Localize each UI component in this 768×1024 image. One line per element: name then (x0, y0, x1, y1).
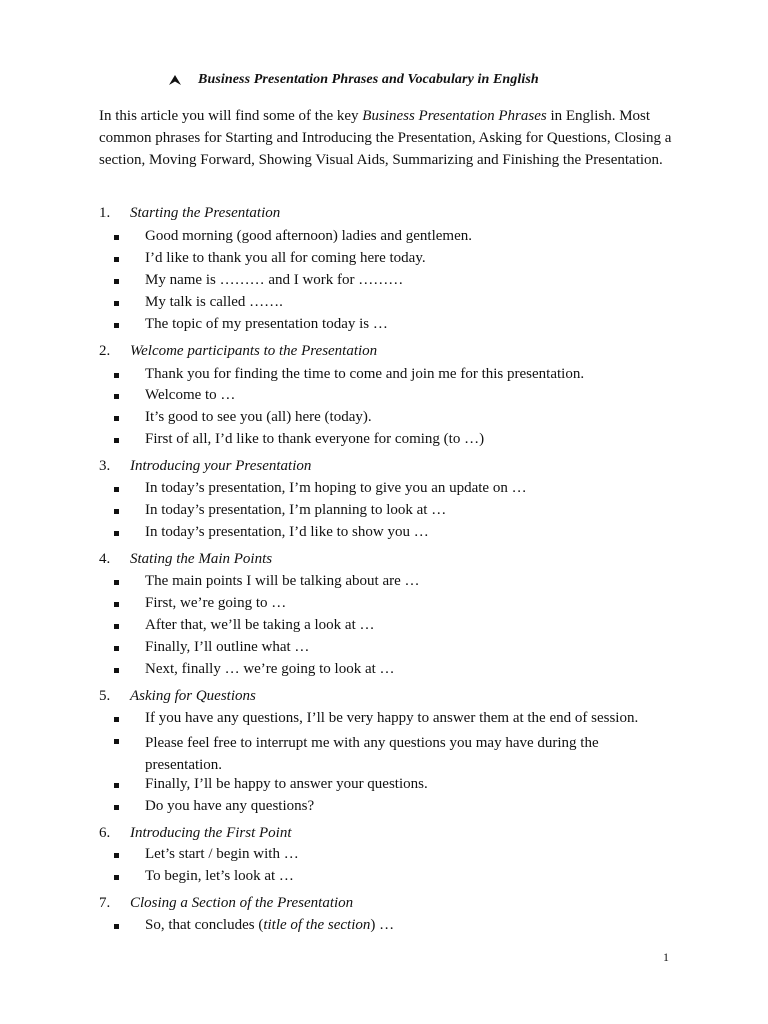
square-bullet-icon (114, 924, 119, 929)
section-heading: 3. Introducing your Presentation (99, 458, 312, 474)
square-bullet-icon (114, 668, 119, 673)
arrowhead-bullet-icon (168, 74, 182, 86)
page-number: 1 (663, 950, 669, 964)
section-heading: 2. Welcome participants to the Presentation (99, 343, 378, 359)
square-bullet-icon (114, 301, 119, 306)
square-bullet-icon (114, 531, 119, 536)
intro-paragraph: In this article you will find some of the key Business Presentation Phrases in English. Most common phrases for Starting and Introducing the Presentation, Asking for Questions, Closing a section, Moving Forward, Showing Visual Aids, Summarizing and Finishing the Presentation. (99, 108, 672, 168)
square-bullet-icon (114, 373, 119, 378)
square-bullet-icon (114, 394, 119, 399)
square-bullet-icon (114, 646, 119, 651)
square-bullet-icon (114, 624, 119, 629)
section-heading: 4. Stating the Main Points (99, 551, 273, 567)
square-bullet-icon (114, 805, 119, 810)
square-bullet-icon (114, 717, 119, 722)
square-bullet-icon (114, 739, 119, 744)
square-bullet-icon (114, 580, 119, 585)
section-heading: 6. Introducing the First Point (99, 825, 292, 841)
square-bullet-icon (114, 235, 119, 240)
section-heading: 7. Closing a Section of the Presentation (99, 895, 354, 911)
square-bullet-icon (114, 416, 119, 421)
square-bullet-icon (114, 853, 119, 858)
square-bullet-icon (114, 875, 119, 880)
square-bullet-icon (114, 487, 119, 492)
square-bullet-icon (114, 783, 119, 788)
square-bullet-icon (114, 602, 119, 607)
section-heading: 5. Asking for Questions (99, 688, 256, 704)
square-bullet-icon (114, 279, 119, 284)
square-bullet-icon (114, 323, 119, 328)
square-bullet-icon (114, 257, 119, 262)
section-heading: 1. Starting the Presentation (99, 205, 281, 221)
square-bullet-icon (114, 509, 119, 514)
square-bullet-icon (114, 438, 119, 443)
document-page: Business Presentation Phrases and Vocabulary in English In this article you will find some of the key Business Presentation Phrases in English. Most common phrases for Starting and Introducing the Presentation, Asking for Questions, Closing a section, Moving Forward, Showing Visual Aids, Summarizing and Finishing the Presentation. 1. Starting the Presentation Good morning (good afternoon) ladies and gentlemen. I’d like to thank you all for coming here today. My name is ……… and I work for ……… My talk is called ……. The topic of my presentation today is … 2. Welcome participants to the Presentation Thank you for finding the time to come and join me for this presentation. Welcome to … It’s good to see you (all) here (today). First of all, I’d like to thank everyone for coming (to …) 3. Introducing your Presentation In today’s presentation, I’m hoping to give you an update on … In today’s presentation, I’m planning to look at … In today’s presentation, I’d like to show you … 4. Stating the Main Points The main points I will be talking about are … First, we’re going to … After that, we’ll be taking a look at … Finally, I’ll outline what … Next, finally … we’re going to look at … 5. Asking for Questions If you have any questions, I’ll be very happy to answer them at the end of session. Please feel free to interrupt me with any questions you may have during the presentation. Finally, I’ll be happy to answer your questions. Do you have any questions? 6. Introducing the First Point Let’s start / begin with … To begin, let’s look at … 7. Closing a Section of the Presentation So, that concludes (title of the section) … 1 (0, 0, 768, 1024)
